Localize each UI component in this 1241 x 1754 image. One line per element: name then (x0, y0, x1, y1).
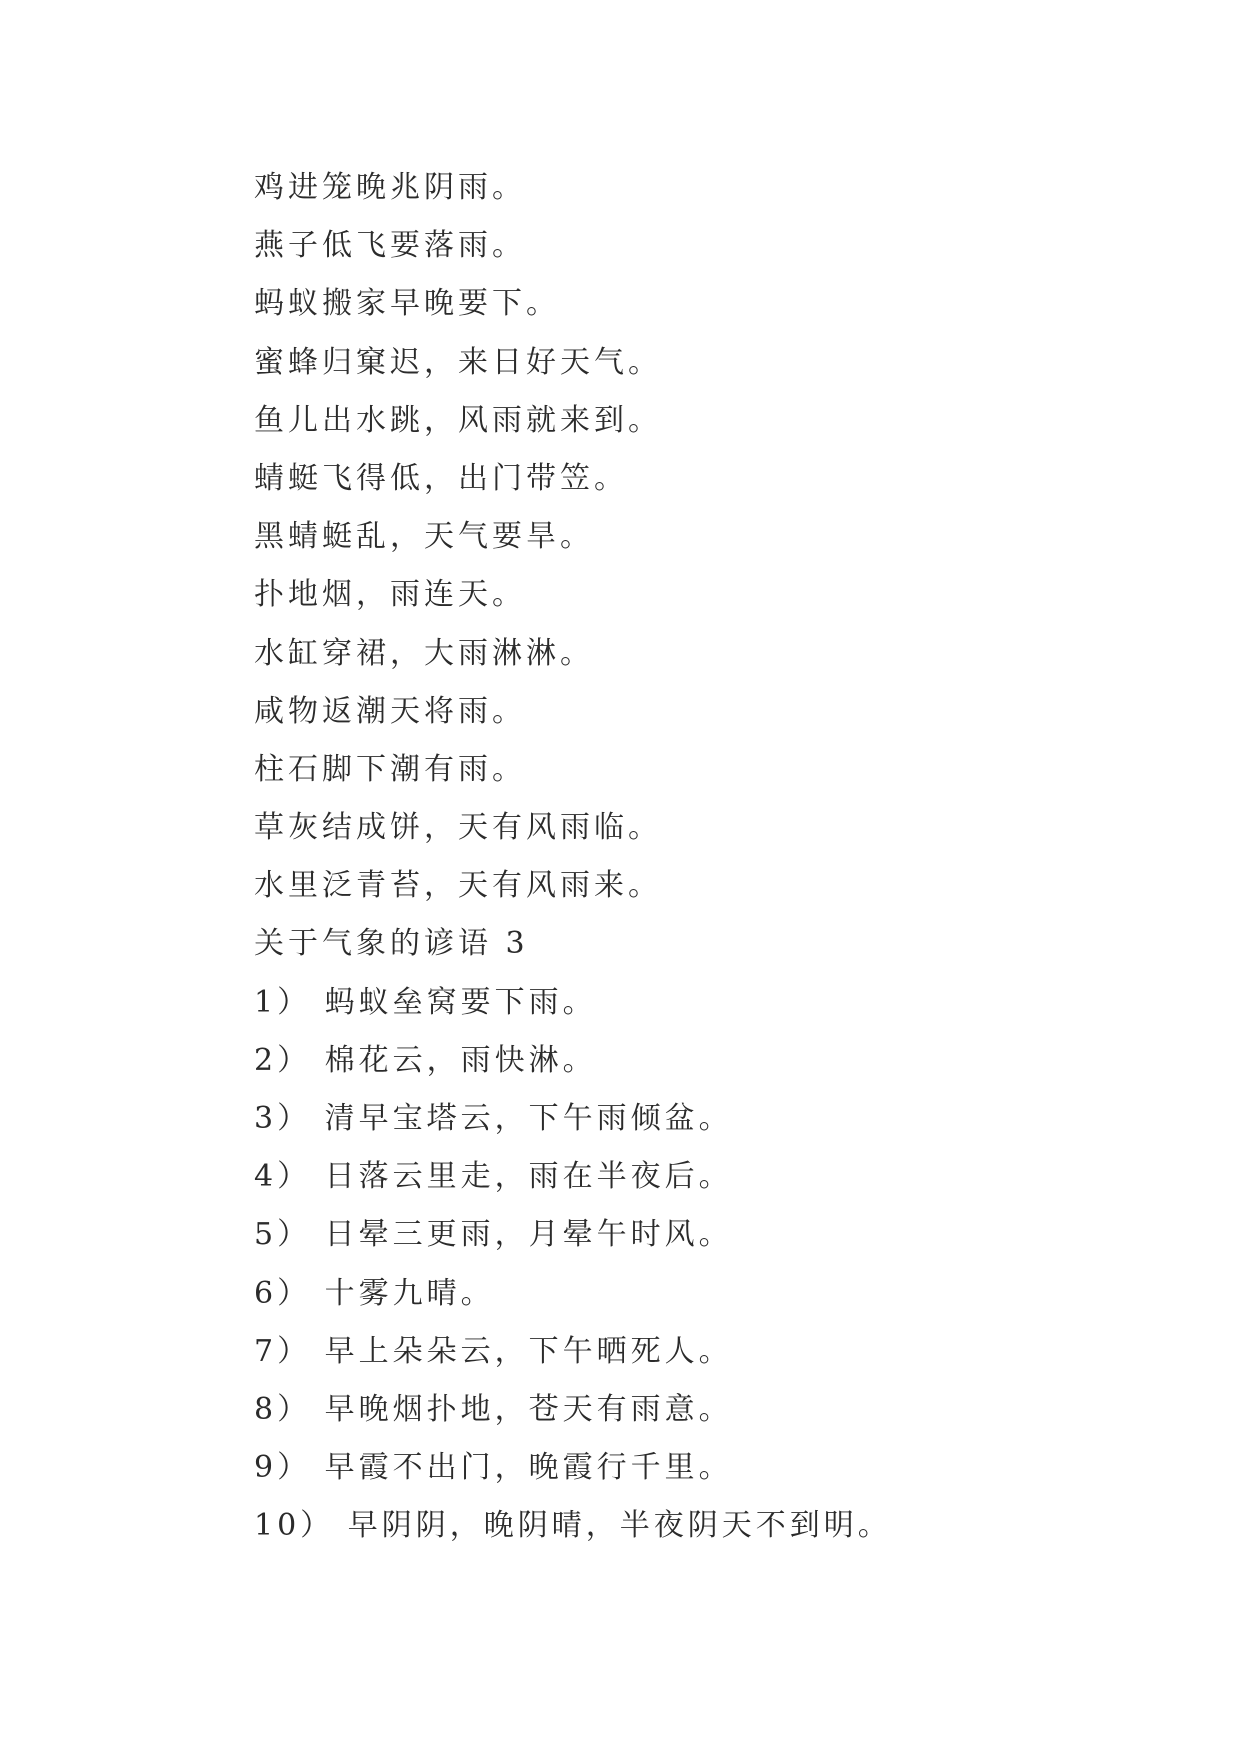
text-line: 水缸穿裙，大雨淋淋。 (254, 635, 594, 671)
list-item: 7） 早上朵朵云，下午晒死人。 (254, 1333, 733, 1369)
text-line: 柱石脚下潮有雨。 (254, 751, 526, 787)
list-item: 10） 早阴阴，晚阴晴，半夜阴天不到明。 (254, 1508, 892, 1544)
list-item: 8） 早晚烟扑地，苍天有雨意。 (254, 1391, 733, 1427)
section-heading: 关于气象的谚语 3 (254, 926, 529, 962)
list-item: 9） 早霞不出门，晚霞行千里。 (254, 1450, 733, 1486)
text-line: 鱼儿出水跳，风雨就来到。 (254, 402, 662, 438)
text-line: 燕子低飞要落雨。 (254, 228, 526, 264)
list-item: 3） 清早宝塔云，下午雨倾盆。 (254, 1101, 733, 1136)
list-item: 5） 日晕三更雨，月晕午时风。 (254, 1217, 733, 1253)
text-line: 水里泛青苔，天有风雨来。 (254, 868, 662, 904)
list-item: 4） 日落云里走，雨在半夜后。 (254, 1159, 733, 1195)
list-item: 2） 棉花云，雨快淋。 (254, 1042, 597, 1078)
document-body (254, 159, 1154, 1556)
text-line: 蚂蚁搬家早晚要下。 (254, 286, 560, 322)
text-line: 鸡进笼晚兆阴雨。 (254, 170, 526, 205)
text-line: 咸物返潮天将雨。 (254, 693, 526, 729)
list-item: 1） 蚂蚁垒窝要下雨。 (254, 984, 597, 1020)
text-line: 蜻蜓飞得低，出门带笠。 (254, 460, 628, 496)
list-item: 6） 十雾九晴。 (254, 1275, 495, 1311)
text-line: 蜜蜂归窠迟，来日好天气。 (254, 344, 662, 380)
text-line: 草灰结成饼，天有风雨临。 (254, 810, 662, 846)
text-line: 黑蜻蜓乱，天气要旱。 (254, 519, 594, 555)
text-line: 扑地烟，雨连天。 (254, 577, 526, 613)
